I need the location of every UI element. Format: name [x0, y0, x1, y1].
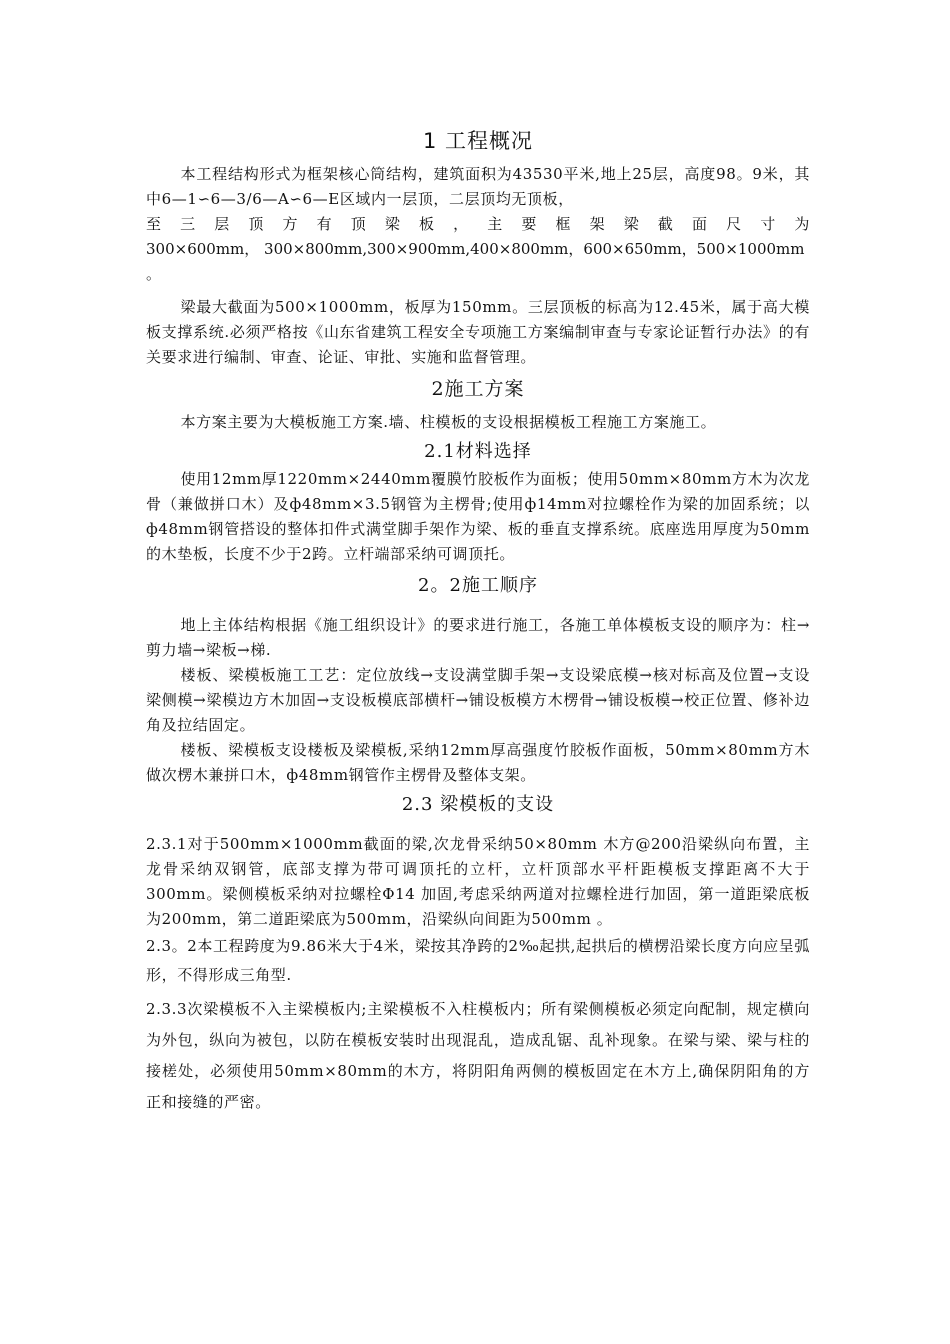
section-1-paragraph-1c: 300×600mm， 300×800mm,300×900mm,400×800mm，600×650mm，500×1000mm: [146, 240, 805, 258]
section-2-2-paragraph-3: 楼板、梁模板支设楼板及梁模板,采纳12mm厚高强度竹胶板作面板，50mm×80mm方木做次楞木兼拼口木，ф48mm钢管作主楞骨及整体支架。: [146, 741, 810, 784]
section-2-3-title: 2.3 梁模板的支设: [401, 794, 555, 815]
section-1-paragraph-1b: 至 三 层 顶 方 有 顶 梁 板 ， 主 要 框 架 梁 截 面 尺 寸 为: [146, 215, 810, 233]
section-2-title: 2施工方案: [431, 378, 525, 400]
section-2-1-paragraph-1: 使用12mm厚1220mm×2440mm覆膜竹胶板作为面板；使用50mm×80mm方木为次龙骨（兼做拼口木）及ф48mm×3.5钢管为主楞骨;使用ф14mm对拉螺栓作为梁的加固系统；以ф48mm钢管搭设的整体扣件式满堂脚手架作为梁、板的垂直支撑系统。底座选用厚度为50mm 的木垫板，长度不少于2跨。立杆端部采纳可调顶托。: [146, 470, 810, 563]
document-page: [146, 118, 810, 1118]
section-1-paragraph-1d: 。: [146, 265, 162, 283]
section-2-2-paragraph-2: 楼板、梁模板施工工艺：定位放线→支设满堂脚手架→支设梁底模→核对标高及位置→支设梁侧模→梁模边方木加固→支设板模底部横杆→铺设板模方木楞骨→铺设板模→校正位置、修补边角及拉结固定。: [146, 666, 810, 734]
section-2-2-paragraph-1: 地上主体结构根据《施工组织设计》的要求进行施工，各施工单体模板支设的顺序为：柱→剪力墙→梁板→梯.: [146, 616, 810, 659]
section-2-1-title: 2.1材料选择: [424, 441, 532, 462]
section-1-paragraph-2: 梁最大截面为500×1000mm，板厚为150mm。三层顶板的标高为12.45米，属于高大模板支撑系统.必须严格按《山东省建筑工程安全专项施工方案编制审查与专家论证暂行办法》的有关要求进行编制、审查、论证、审批、实施和监督管理。: [146, 298, 810, 366]
section-2-3-paragraph-2: 2.3。2本工程跨度为9.86米大于4米，梁按其净跨的2‰起拱,起拱后的横楞沿梁长度方向应呈弧形，不得形成三角型.: [146, 937, 810, 984]
section-2-3-paragraph-1: 2.3.1对于500mm×1000mm截面的梁,次龙骨采纳50×80mm 木方@200沿梁纵向布置，主龙骨采纳双钢管，底部支撑为带可调顶托的立杆，立杆顶部水平杆距模板支撑距离不大于300mm。梁侧模板采纳对拉螺栓Φ14 加固,考虑采纳两道对拉螺栓进行加固，第一道距梁底板为200mm，第二道距梁底为500mm，沿梁纵向间距为500mm 。: [146, 835, 810, 928]
section-2-2-title: 2。2施工顺序: [418, 575, 538, 596]
section-2-paragraph-1: 本方案主要为大模板施工方案.墙、柱模板的支设根据模板工程施工方案施工。: [180, 413, 717, 431]
section-1-paragraph-1a: 本工程结构形式为框架核心筒结构，建筑面积为43530平米,地上25层，高度98。9米，其中6—1∽6—3/6—A∽6—E区域内一层顶，二层顶均无顶板，: [146, 165, 810, 208]
section-2-3-paragraph-3: 2.3.3次梁模板不入主梁模板内;主梁模板不入柱模板内；所有梁侧模板必须定向配制，规定横向为外包，纵向为被包，以防在模板安装时出现混乱，造成乱锯、乱补现象。在梁与梁、梁与柱的接槎处，必须使用50mm×80mm的木方，将阴阳角两侧的模板固定在木方上,确保阴阳角的方正和接缝的严密。: [146, 1000, 810, 1111]
section-1-title: 1 工程概况: [422, 129, 534, 153]
